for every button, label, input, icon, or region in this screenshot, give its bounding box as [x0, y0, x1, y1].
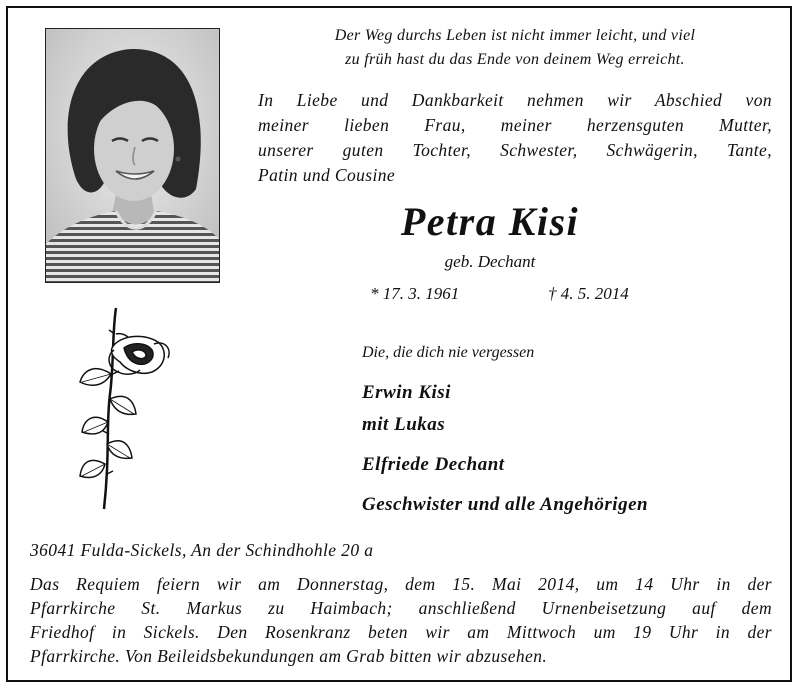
memorial-verse [250, 24, 780, 72]
maiden-name: geb. Dechant [444, 252, 536, 271]
farewell-line-3: unserer guten Tochter, Schwester, Schwägerin, Tante, [258, 140, 772, 160]
mourner-name: Geschwister und alle Angehörigen [362, 494, 649, 515]
farewell-line-1: In Liebe und Dankbarkeit nehmen wir Abschied von [258, 90, 772, 110]
rose-icon [76, 304, 176, 514]
family-address: 36041 Fulda-Sickels, An der Schindhohle 20 a [30, 540, 374, 560]
requiem-line-1: Das Requiem feiern wir am Donnerstag, dem 15. Mai 2014, um 14 Uhr in der [30, 574, 772, 594]
verse-line-1: Der Weg durchs Leben ist nicht immer leicht, und viel [334, 27, 696, 44]
mourner-name: Elfriede Dechant [362, 454, 505, 475]
mourners-intro: Die, die dich nie vergessen [362, 344, 535, 361]
deceased-name: Petra Kisi [400, 199, 580, 244]
farewell-line-4: Patin und Cousine [258, 165, 396, 185]
verse-line-2: zu früh hast du das Ende von deinem Weg erreicht. [345, 51, 685, 68]
requiem-paragraph [30, 572, 772, 668]
death-date: † 4. 5. 2014 [548, 284, 629, 303]
farewell-line-2: meiner lieben Frau, meiner herzensguten Mutter, [258, 115, 772, 135]
requiem-line-2: Pfarrkirche St. Markus zu Haimbach; anschließend Urnenbeisetzung auf dem [30, 598, 772, 618]
farewell-paragraph [258, 88, 772, 188]
portrait-photo [45, 28, 220, 283]
mourner-name: Erwin Kisi [362, 382, 451, 403]
birth-date: * 17. 3. 1961 [370, 284, 460, 303]
requiem-line-3: Friedhof in Sickels. Den Rosenkranz beten wir am Mittwoch um 19 Uhr in der [30, 622, 772, 642]
mourner-name: mit Lukas [362, 414, 446, 435]
requiem-line-4: Pfarrkirche. Von Beileidsbekundungen am Grab bitten wir abzusehen. [30, 646, 548, 666]
